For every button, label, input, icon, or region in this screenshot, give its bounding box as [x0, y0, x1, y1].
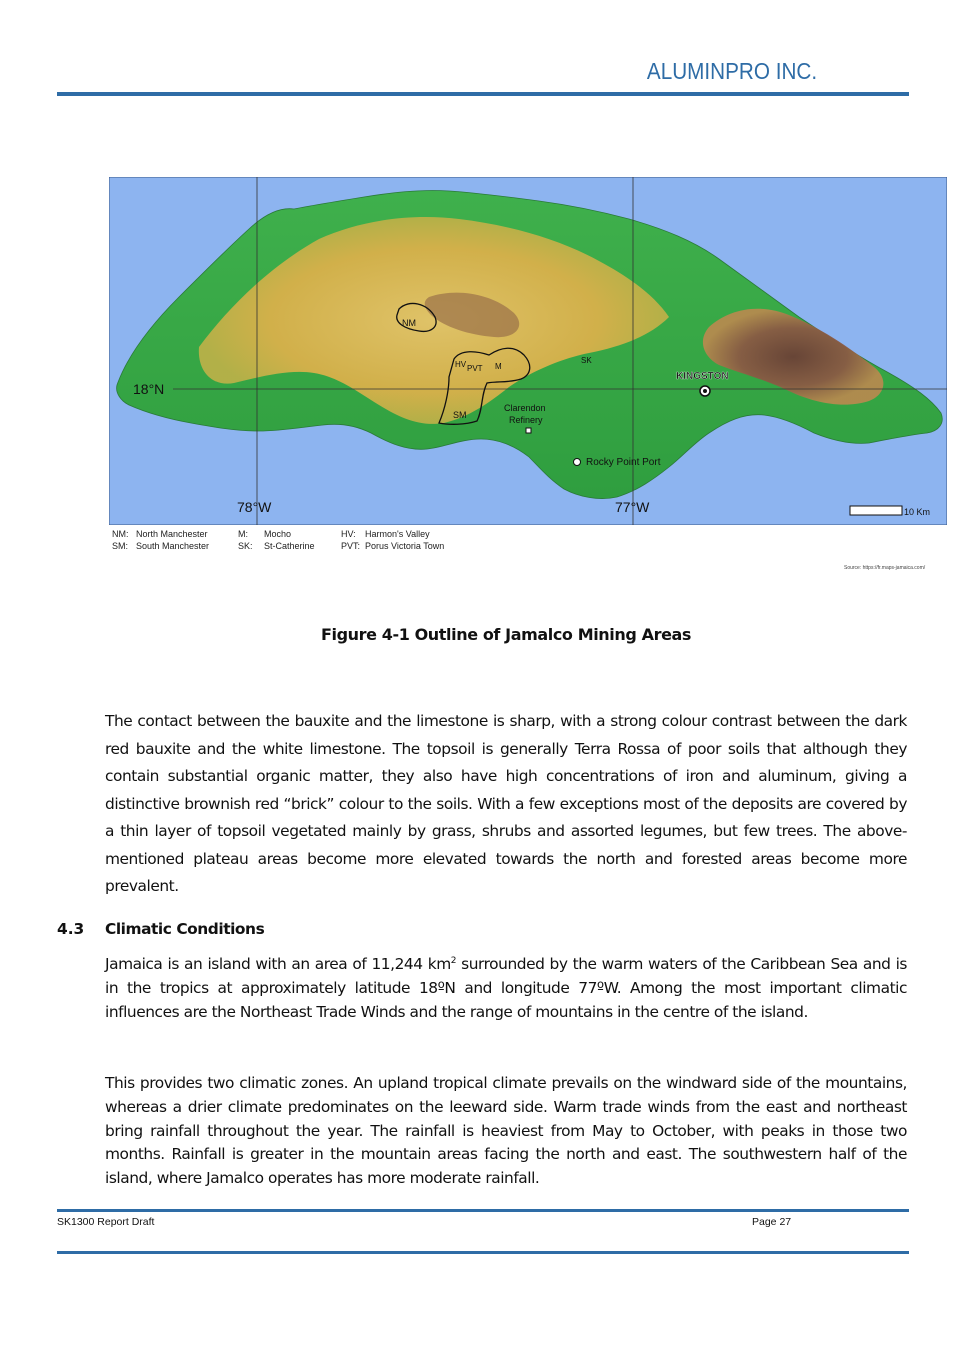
page-number: Page 27	[752, 1216, 792, 1228]
refinery-label-1: Clarendon	[504, 403, 546, 413]
pvt-label: PVT	[467, 364, 483, 373]
legend-label: North Manchester	[136, 529, 208, 539]
port-marker	[574, 459, 581, 466]
legend-label: South Manchester	[136, 541, 210, 551]
legend-key: M:	[238, 529, 248, 539]
legend-key: HV:	[341, 529, 356, 539]
section-title: Climatic Conditions	[105, 920, 265, 938]
m-label: M	[495, 362, 502, 371]
scale-bar	[850, 506, 902, 515]
sm-label: SM	[453, 410, 467, 420]
lat-18-label: 18°N	[133, 381, 165, 397]
legend-label: Mocho	[264, 529, 292, 539]
legend-key: NM:	[112, 529, 129, 539]
legend-label: Harmon's Valley	[365, 529, 430, 539]
jamaica-map	[109, 177, 947, 525]
hv-label: HV	[455, 360, 467, 369]
footer-rule	[57, 1251, 909, 1254]
figure-caption: Figure 4-1 Outline of Jamalco Mining Areas	[320, 625, 692, 644]
legend-key: SK:	[238, 541, 253, 551]
refinery-label-2: Refinery	[509, 415, 543, 425]
legend-column	[341, 528, 444, 552]
company-name: ALUMINPRO INC.	[646, 58, 817, 84]
refinery-marker	[526, 428, 531, 433]
section-number: 4.3	[57, 920, 85, 938]
legend-column	[112, 528, 209, 552]
nm-label: NM	[402, 318, 416, 328]
paragraph: This provides two climatic zones. An upland tropical climate prevails on the windward side of the mountains, whereas a drier climate predominates on the leeward side. Warm trade winds from the east and northeast bring rainfall throughout the year. The rainfall is heaviest from May to October, with peaks in those two months. Rainfall is greater in the mountain areas facing the north and east. The southwestern half of the island, where Jamalco operates has more moderate rainfall.	[105, 1074, 907, 1188]
paragraph: The contact between the bauxite and the limestone is sharp, with a strong colour contrast between the dark red bauxite and the white limestone. The topsoil is generally Terra Rossa of poor soils that although they contain substantial organic matter, they also have high concentrations of iron and aluminum, giving a distinctive brownish red “brick” colour to the soils. With a few exceptions most of the deposits are covered by a thin layer of topsoil vegetated mainly by grass, shrubs and assorted legumes, but few trees. The above-mentioned plateau areas become more elevated towards the north and forested areas become more prevalent.	[105, 712, 907, 895]
legend-column	[238, 528, 315, 552]
legend-key: PVT:	[341, 541, 361, 551]
legend-key: SM:	[112, 541, 129, 551]
header-rule	[57, 92, 909, 96]
port-label: Rocky Point Port	[586, 457, 661, 468]
lon-78-label: 78°W	[237, 499, 272, 515]
legend-label: Porus Victoria Town	[365, 541, 445, 551]
map-source: Source: https://fr.maps-jamaica.com/	[844, 565, 926, 571]
paragraph-text: surrounded by the warm waters of the Caribbean Sea and is in the tropics at approximately latitude 18ºN and longitude 77ºW. Among the most important climatic influences are the Northeast Trade Winds and the range of mountains in the centre of the island.	[105, 955, 907, 1021]
superscript: 2	[450, 955, 457, 966]
footer-doc-title: SK1300 Report Draft	[57, 1216, 155, 1228]
paragraph	[105, 953, 907, 1024]
kingston-label: KINGSTON	[676, 371, 729, 382]
lon-77-label: 77°W	[615, 499, 650, 515]
sk-label: SK	[581, 356, 592, 365]
footer-rule	[57, 1209, 909, 1212]
legend-label: St-Catherine	[264, 541, 315, 551]
paragraph-text: Jamaica is an island with an area of 11,244 km	[105, 955, 451, 973]
scale-label: 10 Km	[904, 507, 931, 517]
